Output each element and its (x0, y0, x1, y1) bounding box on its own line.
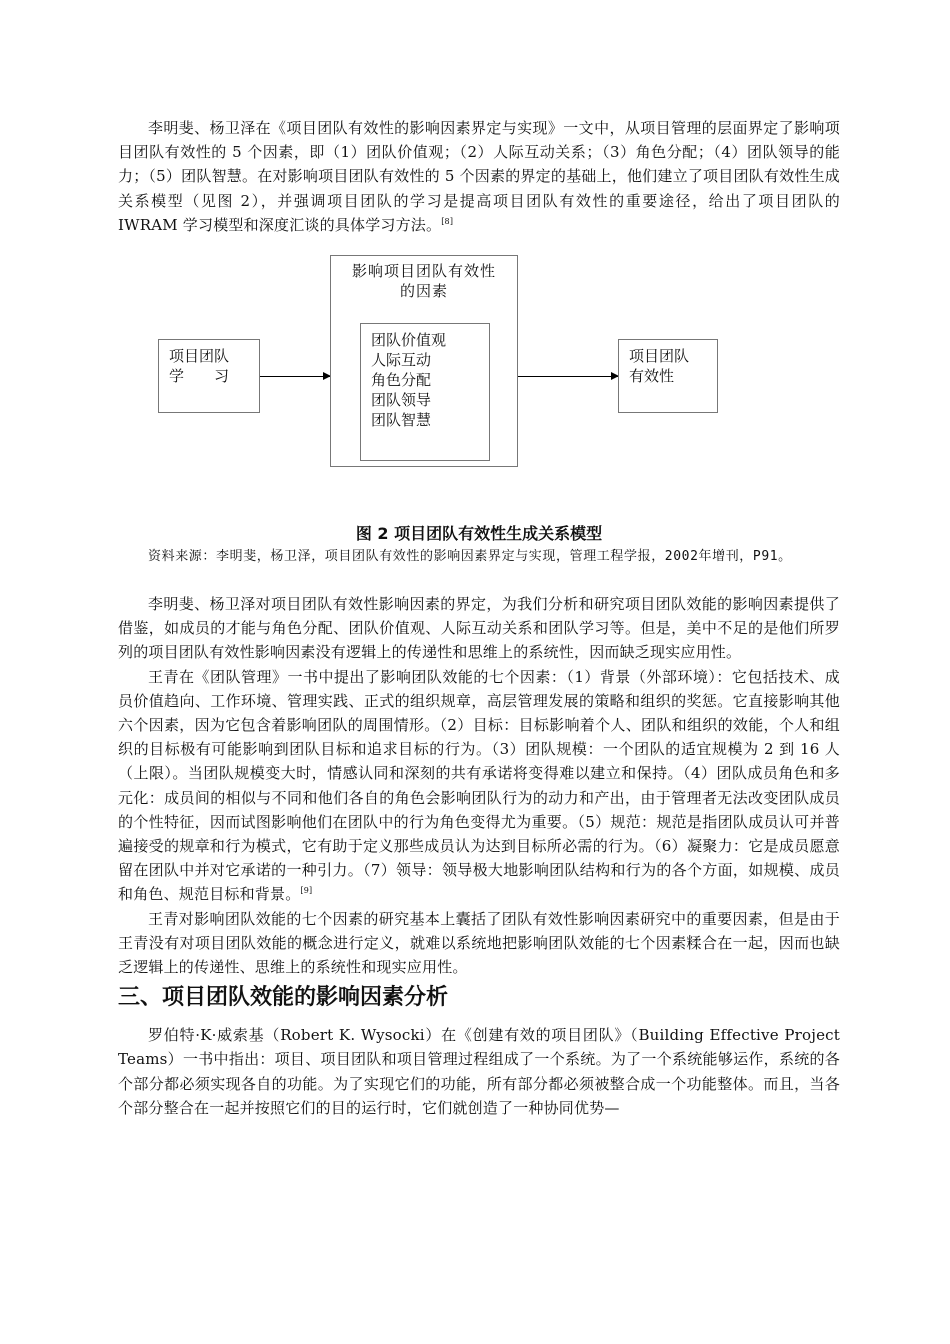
team-learning-line-1: 项目团队 (169, 347, 230, 366)
factors-title-line-2: 的因素 (399, 282, 448, 301)
paragraph-text: 王青对影响团队效能的七个因素的研究基本上囊括了团队有效性影响因素研究中的重要因素，但是由于王青没有对项目团队效能的概念进行定义，就难以系统地把影响团队效能的七个因素糅合在一起，因而也缺乏逻辑上的传递性、思维上的系统性和现实应用性。 (118, 909, 840, 977)
paragraph-5 (118, 1023, 840, 1120)
paragraph-text: 王青在《团队管理》一书中提出了影响团队效能的七个因素：（1）背景（外部环境）：它包括技术、成员价值趋向、工作环境、管理实践、正式的组织规章，高层管理发展的策略和组织的奖惩。它直接影响其他六个因素，因为它包含着影响团队的周围情形。（2）目标：目标影响着个人、团队和组织的效能，个人和组织的目标极有可能影响到团队目标和追求目标的行为。（3）团队规模：一个团队的适宜规模为 2 到 16 人（上限）。当团队规模变大时，情感认同和深刻的共有承诺将变得难以建立和保持。（4）团队成员角色和多元化：成员间的相似与不同和他们各自的角色会影响团队行为的动力和产出，由于管理者无法改变团队成员的个性特征，因而试图影响他们在团队中的行为角色变得尤为重要。（5）规范：规范是指团队成员认可并普遍接受的规章和行为模式，它有助于定义那些成员认为达到目标所必需的行为。（6）凝聚力：它是成员愿意留在团队中并对它承诺的一种引力。（7）领导：领导极大地影响团队结构和行为的各个方面，如规模、成员和角色、规范目标和背景。 (118, 667, 840, 904)
factor-item: 角色分配 (371, 371, 432, 390)
paragraph-3 (118, 665, 840, 907)
paragraph-2 (118, 592, 840, 665)
factors-title (331, 261, 517, 301)
factor-item: 人际互动 (371, 351, 432, 370)
arrow-right-icon (518, 376, 618, 377)
team-learning-box (158, 339, 260, 413)
arrow-right-icon (260, 376, 330, 377)
team-learning-line-2: 学 习 (169, 367, 230, 386)
paragraph-text: 李明斐、杨卫泽在《项目团队有效性的影响因素界定与实现》一文中，从项目管理的层面界定了影响项目团队有效性的 5 个因素，即（1）团队价值观；（2）人际互动关系；（3）角色分配；（4）团队领导的能力；（5）团队智慧。在对影响项目团队有效性的 5 个因素的界定的基础上，他们建立了项目团队有效性生成关系模型（见图 2），并强调项目团队的学习是提高项目团队有效性的重要途径，给出了项目团队的 IWRAM 学习模型和深度汇谈的具体学习方法。 (118, 119, 840, 234)
figure-2-diagram (118, 255, 840, 517)
paragraph-4 (118, 907, 840, 980)
spacer (118, 568, 840, 592)
team-effectiveness-box (618, 339, 718, 413)
factor-item: 团队价值观 (371, 331, 447, 350)
factor-item: 团队领导 (371, 391, 432, 410)
citation-ref: [8] (441, 216, 454, 226)
figure-source: 资料来源：李明斐，杨卫泽，项目团队有效性的影响因素界定与实现，管理工程学报，2002年增刊，P91。 (148, 549, 792, 565)
paragraph-text: 李明斐、杨卫泽对项目团队有效性影响因素的界定，为我们分析和研究项目团队效能的影响因素提供了借鉴，如成员的才能与角色分配、团队价值观、人际互动关系和团队学习等。但是，美中不足的是他们所罗列的项目团队有效性影响因素没有逻辑上的传递性和思维上的系统性，因而缺乏现实应用性。 (118, 595, 840, 662)
team-effectiveness-line-1: 项目团队 (629, 347, 690, 366)
paragraph-1 (118, 116, 840, 237)
factor-item: 团队智慧 (371, 411, 432, 430)
citation-ref: [9] (300, 886, 313, 896)
section-heading: 三、项目团队效能的影响因素分析 (118, 985, 449, 1011)
paragraph-text: 罗伯特·K·威索基（Robert K. Wysocki）在《创建有效的项目团队》（Building Effective Project Teams）一书中指出：项目、项目团队和项目管理过程组成了一个系统。为了一个系统能够运作，系统的各个部分都必须实现各自的功能。为了实现它们的功能，所有部分都必须被整合成一个功能整体。而且，当各个部分整合在一起并按照它们的目的运行时，它们就创造了一种协同优势— (118, 1026, 840, 1117)
figure-caption: 图 2 项目团队有效性生成关系模型 (355, 524, 603, 544)
team-effectiveness-line-2: 有效性 (629, 367, 675, 386)
factors-inner-box (360, 323, 490, 461)
factors-title-line-1: 影响项目团队有效性 (351, 262, 496, 281)
document-page (118, 116, 840, 1120)
